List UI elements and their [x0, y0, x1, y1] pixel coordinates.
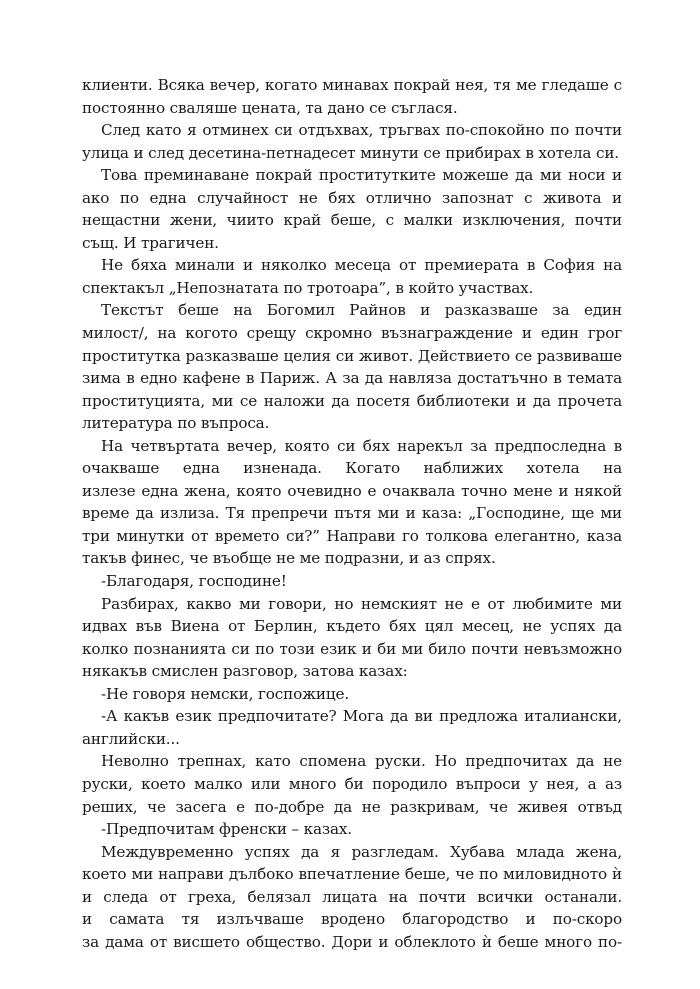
text-line: -Благодаря, господине! [101, 572, 287, 591]
text-line: очакваше една изненада. Когато наближих хотела на [82, 459, 622, 478]
text-line: Текстът беше на Богомил Райнов и разказваше за един [101, 301, 622, 320]
text-line: английски... [82, 729, 180, 748]
text-line: постоянно сваляше цената, та дано се съглася. [82, 98, 458, 117]
text-line: ако по една случайност не бях отлично запознат с живота и [82, 188, 622, 207]
body-text [82, 74, 622, 953]
text-line: -Не говоря немски, госпожице. [101, 684, 350, 703]
text-line: улица и след десетина-петнадесет минути се прибирах в хотела си. [82, 143, 619, 162]
text-line: нещастни жени, чиито край беше, с малки изключения, почти [82, 211, 622, 230]
text-line: руски, което малко или много би породило въпроси у нея, а аз [82, 774, 622, 793]
text-line: зима в едно кафене в Париж. А за да навляза достатъчно в темата [82, 369, 622, 388]
text-line: Неволно трепнах, като спомена руски. Но предпочитах да не [101, 752, 622, 771]
text-line: клиенти. Всяка вечер, когато минавах покрай нея, тя ме гледаше с [82, 76, 622, 94]
text-line: такъв финес, че въобще не ме подразни, и аз спрях. [82, 549, 496, 568]
text-line: Разбирах, какво ми говори, но немският не е от любимите ми [101, 594, 622, 613]
text-line: идвах във Виена от Берлин, където бях цял месец, не успях да [82, 617, 622, 636]
text-line: и следа от греха, белязал лицата на почти всички останали. [82, 887, 622, 906]
text-line: -Предпочитам френски – казах. [101, 820, 352, 839]
text-line: спектакъл „Непознатата по тротоара”, в който участвах. [82, 278, 534, 297]
text-line: литература по въпроса. [82, 414, 270, 433]
text-line: което ми направи дълбоко впечатление беше, че по миловидното ѝ [82, 865, 622, 884]
text-line: -А какъв език предпочитате? Мога да ви предложа италиански, [101, 707, 622, 726]
text-line: същ. И трагичен. [82, 233, 219, 252]
text-line: излезе една жена, която очевидно е очаквала точно мене и някой [82, 481, 622, 500]
text-line: проститутка разказваше целия си живот. Действието се развиваше [82, 346, 622, 365]
text-line: Не бяха минали и няколко месеца от премиерата в София на [101, 256, 622, 275]
text-line: На четвъртата вечер, която си бях нарекъл за предпоследна в [101, 436, 622, 455]
text-line: Междувременно успях да я разгледам. Хубава млада жена, [101, 842, 622, 861]
text-line: проституцията, ми се наложи да посетя библиотеки и да прочета [82, 391, 622, 410]
text-line: милост/, на когото срещу скромно възнаграждение и един грог [82, 324, 622, 343]
text-line: колко познанията си по този език и би ми било почти невъзможно [82, 639, 622, 658]
text-line: Това преминаване покрай проститутките можеше да ми носи и [101, 166, 622, 185]
text-line: някакъв смислен разговор, затова казах: [82, 662, 408, 681]
text-line: реших, че засега е по-добре да не разкривам, че живея отвъд [82, 797, 622, 816]
text-line: време да излиза. Тя препречи пътя ми и каза: „Господине, ще ми [82, 504, 622, 523]
text-line: три минутки от времето си?” Направи го толкова елегантно, каза [82, 526, 622, 545]
text-line: и самата тя излъчваше вродено благородство и по-скоро [82, 910, 622, 929]
text-line: за дама от висшето общество. Дори и облеклото ѝ беше много по- [82, 932, 622, 951]
text-line: След като я отминех си отдъхвах, тръгвах по-спокойно по почти [101, 121, 622, 140]
